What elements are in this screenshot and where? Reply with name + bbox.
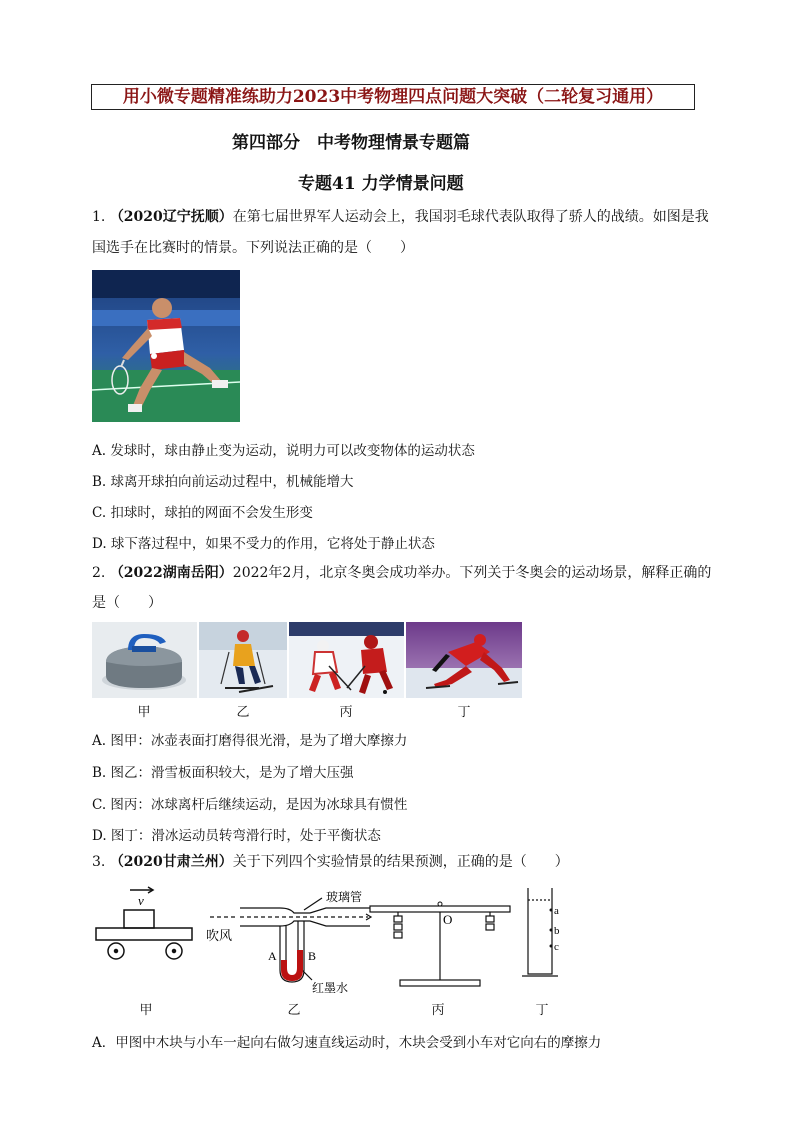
venturi-diagram [210, 898, 371, 982]
question-1-line1 [92, 204, 709, 230]
label-c-lower: c [554, 941, 559, 953]
label-a-lower: a [554, 905, 559, 917]
experiment-diagrams [90, 880, 560, 1020]
badminton-player-photo [92, 270, 240, 422]
question-text: 2022年2月，北京冬奥会成功举办。下列关于冬奥会的运动场景，解释正确的 [232, 565, 712, 581]
document-banner: 用小微专题精准练助力2023中考物理四点问题大突破（二轮复习通用） [91, 84, 695, 110]
speed-skater-photo [406, 622, 522, 698]
topic-title: 专题41 力学情景问题 [298, 174, 464, 194]
lever-diagram [370, 906, 510, 986]
label-a: A [268, 949, 277, 963]
q2-option-b: B. 图乙：滑雪板面积较大，是为了增大压强 [92, 765, 354, 781]
red-ink-label: 红墨水 [312, 981, 349, 995]
q3-caption-yi: 乙 [287, 1003, 301, 1018]
cylinder-diagram [522, 888, 558, 976]
q3-caption-ding: 丁 [535, 1003, 549, 1018]
question-source: （2022湖南岳阳） [109, 565, 233, 581]
caption-jia: 甲 [137, 705, 151, 720]
hole-b [550, 929, 553, 932]
question-source: （2020甘肃兰州） [109, 854, 233, 870]
caption-ding: 丁 [457, 705, 471, 720]
q3-caption-bing: 丙 [431, 1003, 445, 1018]
label-b: B [308, 949, 317, 963]
label-b-lower: b [554, 925, 560, 937]
caption-bing: 丙 [339, 705, 353, 720]
q2-option-d: D. 图丁：滑冰运动员转弯滑行时，处于平衡状态 [92, 828, 381, 844]
cart-diagram [96, 887, 192, 959]
question-3-line1 [92, 849, 569, 875]
q1-option-b: B. 球离开球拍向前运动过程中，机械能增大 [92, 474, 354, 490]
blow-label: 吹风 [206, 929, 233, 944]
question-1-line2: 国选手在比赛时的情景。下列说法正确的是（ ） [92, 240, 414, 256]
question-2-line1 [92, 560, 711, 586]
velocity-label: v [138, 893, 144, 908]
question-text: 关于下列四个实验情景的结果预测，正确的是（ ） [232, 854, 569, 870]
skier-photo [199, 622, 287, 698]
q2-option-c: C. 图丙：冰球离杆后继续运动，是因为冰球具有惯性 [92, 797, 408, 813]
caption-yi: 乙 [236, 705, 250, 720]
q3-caption-jia: 甲 [139, 1003, 153, 1018]
red-ink-liquid [281, 950, 303, 981]
q3-option-a: A．甲图中木块与小车一起向右做匀速直线运动时，木块会受到小车对它向右的摩擦力 [92, 1035, 602, 1051]
q1-option-a: A. 发球时，球由静止变为运动，说明力可以改变物体的运动状态 [92, 443, 475, 459]
ice-hockey-photo [289, 622, 404, 698]
question-2-line2: 是（ ） [92, 595, 162, 611]
question-number: 3. [92, 854, 106, 870]
glass-tube-label: 玻璃管 [326, 890, 363, 904]
part-title: 第四部分 中考物理情景专题篇 [232, 133, 470, 153]
pivot-point [438, 902, 442, 906]
q1-option-c: C. 扣球时，球拍的网面不会发生形变 [92, 505, 313, 521]
hole-c [550, 945, 553, 948]
q1-option-d: D. 球下落过程中，如果不受力的作用，它将处于静止状态 [92, 536, 435, 552]
question-source: （2020辽宁抚顺） [109, 209, 233, 225]
question-number: 1. [92, 209, 106, 225]
curling-stone-photo [92, 622, 197, 698]
question-text: 在第七届世界军人运动会上，我国羽毛球代表队取得了骄人的战绩。如图是我 [232, 209, 709, 225]
hole-a [550, 909, 553, 912]
pivot-label: O [443, 912, 453, 927]
question-number: 2. [92, 565, 106, 581]
q2-option-a: A. 图甲：冰壶表面打磨得很光滑，是为了增大摩擦力 [92, 733, 408, 749]
